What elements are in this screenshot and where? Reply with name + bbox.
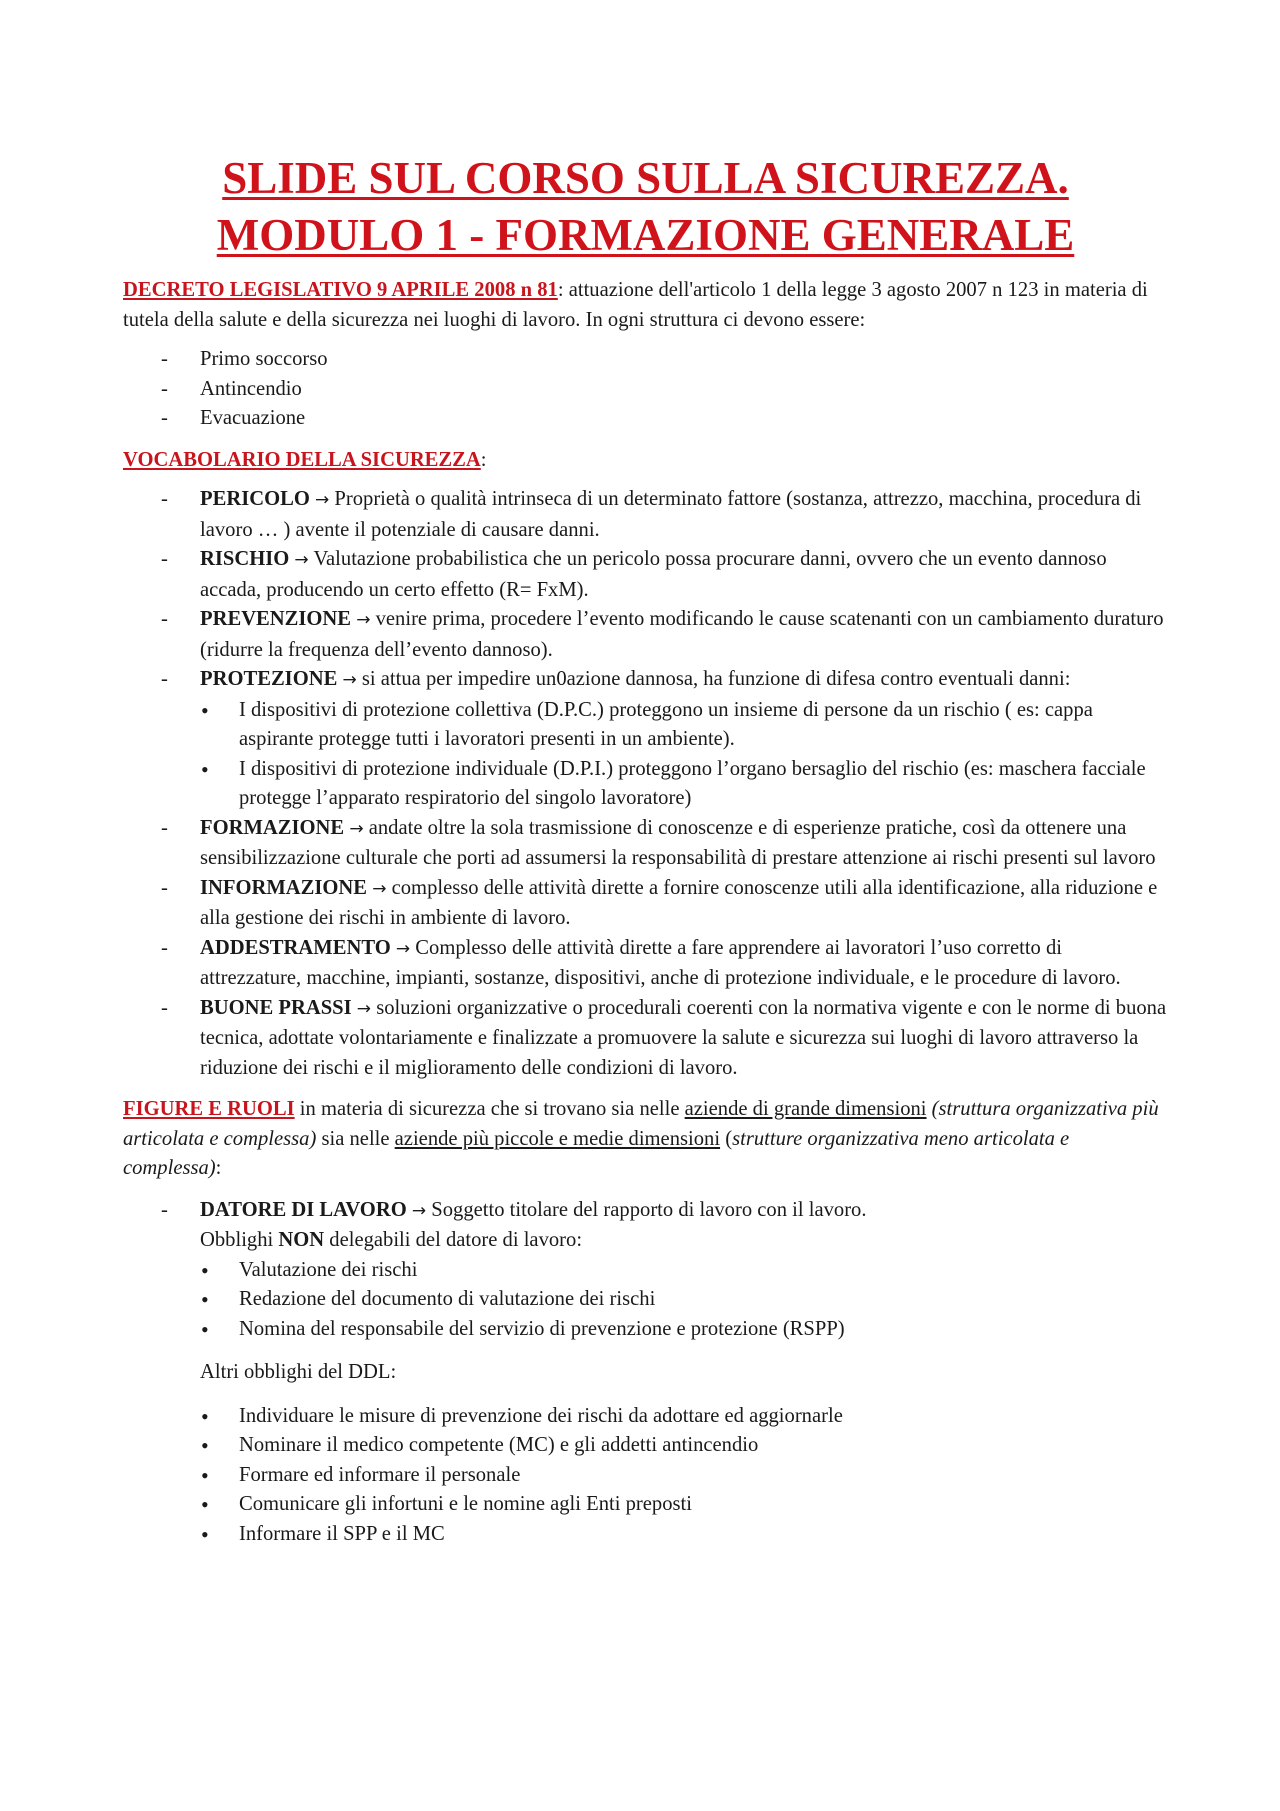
term-definition: Complesso delle attività dirette a fare apprendere ai lavoratori l’uso corretto di attrezzature, macchine, impianti, sostanze, dispositivi, anche di protezione individuale, e le procedure di lavoro. xyxy=(200,936,1121,989)
list-item: - Primo soccorso xyxy=(123,345,1168,375)
list-item: • Nominare il medico competente (MC) e gli addetti antincendio xyxy=(123,1431,1168,1461)
arrow-icon: → xyxy=(395,938,411,959)
other-obligations-list xyxy=(123,1402,1168,1550)
page-title xyxy=(123,150,1168,264)
list-item: • I dispositivi di protezione collettiva (D.P.C.) proteggono un insieme di persone da un rischio ( es: cappa aspirante protegge tutti i lavoratori presenti in un ambiente). xyxy=(123,696,1168,755)
vocab-item-prevenzione xyxy=(123,605,1168,665)
figures-text: : xyxy=(215,1157,222,1179)
figures-text: ( xyxy=(720,1127,733,1150)
decree-text: : attuazione dell'articolo 1 della legge 3 agosto 2007 n 123 in materia di tutela della salute e della sicurezza nei luoghi di lavoro. In ogni struttura ci devono essere: xyxy=(123,279,1148,331)
list-item: • Comunicare gli infortuni e le nomine agli Enti preposti xyxy=(123,1490,1168,1520)
term-definition: Valutazione probabilistica che un pericolo possa procurare danni, ovvero che un evento dannoso accada, producendo un certo effetto (R= FxM). xyxy=(200,548,1107,601)
arrow-icon: → xyxy=(342,670,357,690)
figures-italic: (struttura organizzativa più articolata e complessa) xyxy=(123,1098,1159,1150)
structure-list xyxy=(123,345,1168,434)
vocab-item-formazione xyxy=(123,814,1168,874)
figures-underlined: aziende di grande dimensioni xyxy=(684,1098,927,1120)
list-item: • Redazione del documento di valutazione dei rischi xyxy=(123,1285,1168,1315)
arrow-icon: → xyxy=(356,998,372,1019)
term-definition: soluzioni organizzative o procedurali coerenti con la normativa vigente e con le norme di buona tecnica, adottate volontariamente e finalizzate a promuovere la salute e sicurezza sui luoghi di lavoro attraverso la riduzione dei rischi e il miglioramento delle condizioni di lavoro. xyxy=(200,996,1167,1079)
list-item: - Antincendio xyxy=(123,375,1168,405)
obligations-label: delegabili del datore di lavoro: xyxy=(324,1229,583,1251)
term-label: ADDESTRAMENTO xyxy=(200,936,391,959)
role-item-datore xyxy=(123,1196,1168,1256)
vocab-item-addestramento xyxy=(123,934,1168,994)
figures-paragraph xyxy=(123,1095,1168,1184)
list-item: - Evacuazione xyxy=(123,404,1168,434)
term-definition: si attua per impedire un0azione dannosa, ha funzione di difesa contro eventuali danni: xyxy=(361,668,1071,690)
arrow-icon: → xyxy=(349,818,364,839)
arrow-icon: → xyxy=(411,1200,427,1221)
vocab-item-rischio xyxy=(123,545,1168,605)
vocab-item-informazione xyxy=(123,874,1168,934)
non-delegable-list xyxy=(123,1256,1168,1345)
list-item: • Nomina del responsabile del servizio di prevenzione e protezione (RSPP) xyxy=(123,1315,1168,1345)
vocab-item-protezione xyxy=(123,665,1168,814)
title-line-2: MODULO 1 - FORMAZIONE GENERALE xyxy=(216,210,1075,260)
vocab-item-pericolo xyxy=(123,485,1168,545)
decree-paragraph xyxy=(123,276,1168,335)
vocab-item-buone-prassi xyxy=(123,994,1168,1084)
roles-list xyxy=(123,1196,1168,1256)
term-label: INFORMAZIONE xyxy=(200,876,368,899)
term-label: BUONE PRASSI xyxy=(200,996,352,1019)
vocab-list xyxy=(123,485,1168,1083)
list-item: • Informare il SPP e il MC xyxy=(123,1520,1168,1550)
term-definition: Soggetto titolare del rapporto di lavoro con il lavoro. xyxy=(431,1198,867,1221)
document-page xyxy=(123,150,1168,1549)
term-label: PERICOLO xyxy=(200,488,310,510)
vocab-heading: VOCABOLARIO DELLA SICUREZZA xyxy=(123,448,481,471)
vocab-colon: : xyxy=(480,448,487,471)
title-line-1: SLIDE SUL CORSO SULLA SICUREZZA. xyxy=(222,153,1069,203)
figures-underlined: aziende più piccole e medie dimensioni xyxy=(394,1127,721,1150)
term-definition: andate oltre la sola trasmissione di conoscenze e di esperienze pratiche, così da ottenere una sensibilizzazione culturale che porti ad assumersi la responsabilità di prestare attenzione ai rischi presenti sul lavoro xyxy=(200,816,1156,869)
term-label: RISCHIO xyxy=(200,548,290,570)
term-label: PREVENZIONE xyxy=(200,608,352,630)
vocab-heading-line xyxy=(123,446,1168,476)
term-definition: Proprietà o qualità intrinseca di un determinato fattore (sostanza, attrezzo, macchina, procedura di lavoro … ) avente il potenziale di causare danni. xyxy=(200,488,1142,541)
list-item: • Individuare le misure di prevenzione dei rischi da adottare ed aggiornarle xyxy=(123,1402,1168,1432)
arrow-icon: → xyxy=(372,878,387,899)
figures-heading: FIGURE E RUOLI xyxy=(123,1098,295,1120)
term-label: FORMAZIONE xyxy=(200,816,345,839)
other-obligations-label: Altri obblighi del DDL: xyxy=(200,1361,397,1383)
term-definition: complesso delle attività dirette a fornire conoscenze utili alla identificazione, alla riduzione e alla gestione dei rischi in ambiente di lavoro. xyxy=(200,876,1158,929)
term-label: DATORE DI LAVORO xyxy=(200,1198,407,1221)
arrow-icon: → xyxy=(315,490,330,510)
decree-heading: DECRETO LEGISLATIVO 9 APRILE 2008 n 81 xyxy=(123,279,558,301)
list-item: • Formare ed informare il personale xyxy=(123,1461,1168,1491)
term-definition: venire prima, procedere l’evento modificando le cause scatenanti con un cambiamento duraturo (ridurre la frequenza dell’evento dannoso). xyxy=(200,608,1164,661)
protection-list xyxy=(200,696,1168,814)
figures-text: in materia di sicurezza che si trovano sia nelle xyxy=(294,1098,685,1120)
list-item: • Valutazione dei rischi xyxy=(123,1256,1168,1286)
figures-text: sia nelle xyxy=(316,1127,395,1150)
arrow-icon: → xyxy=(356,610,371,630)
arrow-icon: → xyxy=(294,550,309,570)
term-label: PROTEZIONE xyxy=(200,668,338,690)
obligations-non: NON xyxy=(278,1229,325,1251)
figures-italic: strutture organizzativa meno articolata e complessa) xyxy=(123,1127,1070,1179)
list-item: • I dispositivi di protezione individuale (D.P.I.) proteggono l’organo bersaglio del rischio (es: maschera facciale protegge l’apparato respiratorio del singolo lavoratore) xyxy=(123,755,1168,814)
obligations-label: Obblighi xyxy=(200,1229,279,1251)
